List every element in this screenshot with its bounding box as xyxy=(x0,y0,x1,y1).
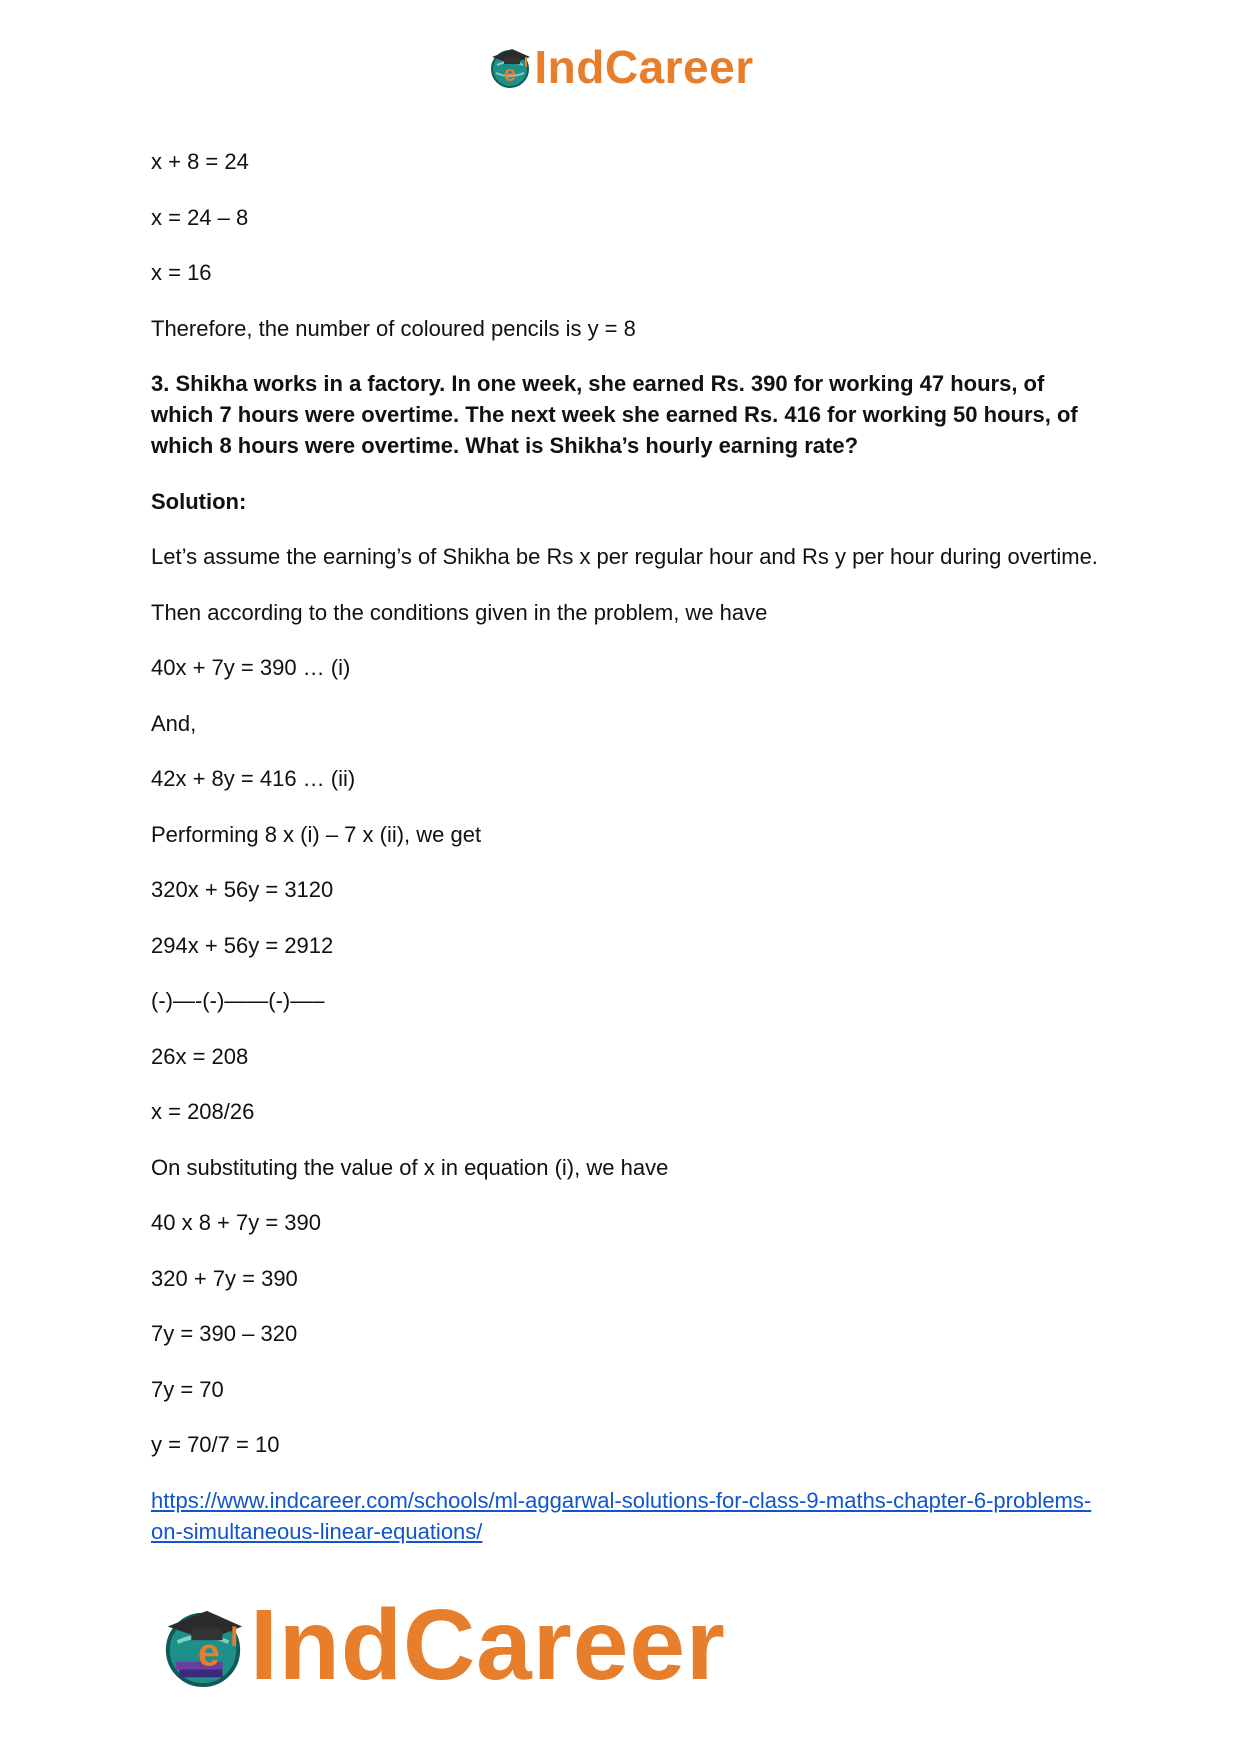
conclusion-line: Therefore, the number of coloured pencils is y = 8 xyxy=(151,315,636,341)
solution-label: Solution: xyxy=(151,488,247,514)
question-heading: 3. Shikha works in a factory. In one week, she earned Rs. 390 for working 47 hours, of which 7 hours were overtime. The next week she earned Rs. 416 for working 50 hours, of which 8 hours were overtime. What is Shikha’s hourly earning rate? xyxy=(151,371,1078,458)
equation-line: 26x = 208 xyxy=(151,1043,249,1069)
equation-line: 40 x 8 + 7y = 390 xyxy=(151,1210,322,1235)
solution-line: Performing 8 x (i) – 7 x (ii), we get xyxy=(151,821,482,847)
solution-line: Then according to the conditions given in the problem, we have xyxy=(151,599,768,625)
equation-line: x + 8 = 24 xyxy=(151,149,249,174)
equation-line: x = 16 xyxy=(151,260,212,285)
svg-text:e: e xyxy=(504,61,517,86)
solution-line: And, xyxy=(151,710,197,736)
svg-text:e: e xyxy=(197,1631,220,1675)
brand-wordmark: IndCareer xyxy=(534,41,754,93)
solution-line: On substituting the value of x in equation (i), we have xyxy=(151,1154,669,1180)
equation-line: 42x + 8y = 416 … (ii) xyxy=(151,766,356,791)
brand-wordmark: IndCareer xyxy=(250,1589,726,1701)
globe-graduation-cap-icon xyxy=(488,45,532,89)
solution-line: Let’s assume the earning’s of Shikha be Rs x per regular hour and Rs y per hour during overtime. xyxy=(151,544,1098,569)
header-logo xyxy=(0,40,1242,94)
source-link[interactable]: https://www.indcareer.com/schools/ml-aggarwal-solutions-for-class-9-maths-chapter-6-problems-on-simultaneous-linear-equations/ xyxy=(151,1487,1092,1544)
equation-line: 7y = 390 – 320 xyxy=(151,1321,298,1346)
equation-line: 320 + 7y = 390 xyxy=(151,1265,298,1291)
equation-line: 320x + 56y = 3120 xyxy=(151,877,334,902)
equation-line: x = 24 – 8 xyxy=(151,204,249,230)
equation-line: 294x + 56y = 2912 xyxy=(151,932,334,958)
footer-logo xyxy=(160,1588,726,1703)
equation-line: 7y = 70 xyxy=(151,1376,224,1402)
globe-books-graduation-cap-icon xyxy=(160,1603,246,1689)
equation-line: y = 70/7 = 10 xyxy=(151,1432,280,1457)
equation-line: 40x + 7y = 390 … (i) xyxy=(151,655,351,680)
equation-line: x = 208/26 xyxy=(151,1099,255,1124)
document-body xyxy=(151,146,1101,1547)
source-link-paragraph xyxy=(151,1485,1101,1547)
subtraction-signs-line: (-)—-(-)——(-)—– xyxy=(151,988,325,1013)
